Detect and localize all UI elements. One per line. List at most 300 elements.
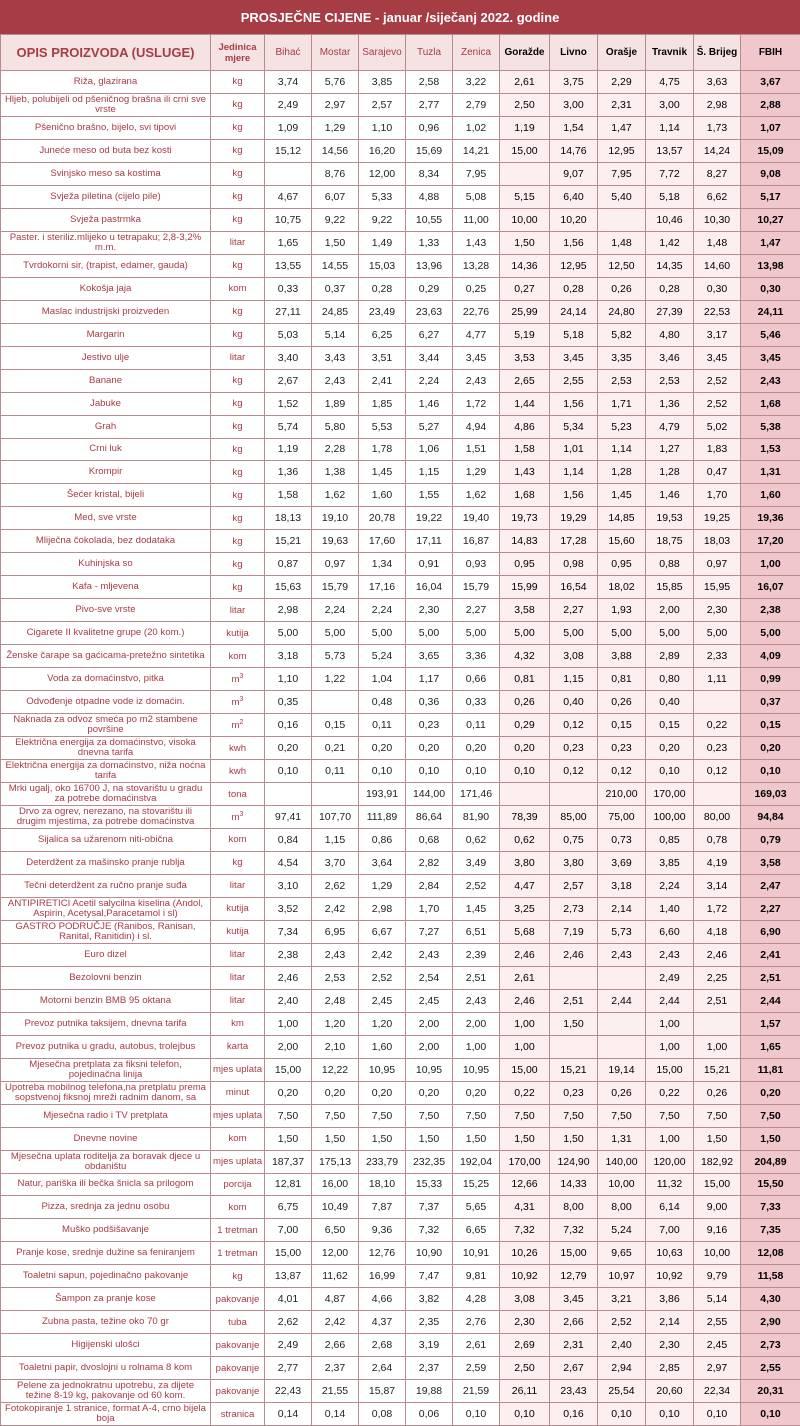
unit-cell	[211, 1403, 265, 1426]
price-cell: 10,91	[453, 1242, 500, 1265]
price-cell: 7,50	[598, 1104, 646, 1127]
price-cell: 0,23	[598, 737, 646, 760]
price-cell: 3,10	[265, 874, 312, 897]
price-cell: 2,10	[312, 1035, 359, 1058]
price-cell: 2,42	[312, 1311, 359, 1334]
price-cell: 3,80	[500, 851, 550, 874]
price-cell: 1,93	[598, 599, 646, 622]
price-cell: 2,54	[406, 966, 453, 989]
price-cell: 3,22	[453, 71, 500, 94]
price-cell: 15,87	[359, 1380, 406, 1403]
product-description: Pelene za jednokratnu upotrebu, za dijete težine 8-19 kg, pakovanje od 60 kom.	[1, 1380, 211, 1403]
price-cell: 10,97	[598, 1265, 646, 1288]
price-cell: 1,38	[312, 461, 359, 484]
price-cell: 0,23	[550, 737, 598, 760]
price-cell: 0,81	[598, 668, 646, 691]
price-cell: 4,87	[312, 1288, 359, 1311]
fbih-price: 0,15	[741, 714, 800, 737]
price-cell: 10,00	[598, 1173, 646, 1196]
header-unit: Jedinica mjere	[211, 35, 265, 71]
price-cell: 0,12	[598, 760, 646, 783]
price-cell: 0,20	[265, 1081, 312, 1104]
price-cell: 2,52	[598, 1311, 646, 1334]
table-row	[1, 1403, 800, 1426]
price-cell: 2,52	[694, 392, 741, 415]
price-cell: 3,70	[312, 851, 359, 874]
price-cell: 2,46	[265, 966, 312, 989]
price-cell: 0,48	[359, 691, 406, 714]
unit-cell	[211, 1196, 265, 1219]
product-description: Med, sve vrste	[1, 507, 211, 530]
fbih-price: 6,90	[741, 920, 800, 943]
table-row	[1, 1334, 800, 1357]
price-cell: 1,56	[550, 231, 598, 254]
unit-label: tona	[228, 789, 247, 800]
price-cell: 15,21	[694, 1058, 741, 1081]
unit-cell	[211, 162, 265, 185]
price-cell: 0,98	[550, 553, 598, 576]
unit-label: stranica	[221, 1409, 255, 1420]
table-row	[1, 369, 800, 392]
fbih-price: 0,10	[741, 760, 800, 783]
product-description: Prevoz putnika taksijem, dnevna tarifa	[1, 1012, 211, 1035]
price-cell: 1,00	[646, 1127, 694, 1150]
price-cell: 5,15	[500, 185, 550, 208]
unit-exponent: 3	[240, 811, 244, 818]
price-cell: 9,00	[694, 1196, 741, 1219]
price-cell: 2,37	[312, 1357, 359, 1380]
price-cell: 1,71	[598, 392, 646, 415]
fbih-price: 1,65	[741, 1035, 800, 1058]
price-cell: 1,20	[359, 1012, 406, 1035]
price-cell: 15,25	[453, 1173, 500, 1196]
unit-cell	[211, 645, 265, 668]
unit-label: kg	[232, 214, 242, 225]
unit-cell	[211, 346, 265, 369]
price-cell: 2,35	[406, 1311, 453, 1334]
price-cell: 5,00	[646, 622, 694, 645]
fbih-price: 11,58	[741, 1265, 800, 1288]
table-row	[1, 185, 800, 208]
product-description: Toaletni papir, dvoslojni u rolnama 8 kom	[1, 1357, 211, 1380]
fbih-price: 2,55	[741, 1357, 800, 1380]
price-cell: 8,76	[312, 162, 359, 185]
price-cell: 14,24	[694, 139, 741, 162]
price-cell: 1,50	[500, 1127, 550, 1150]
unit-label: m	[232, 674, 240, 685]
price-cell: 2,30	[694, 599, 741, 622]
price-cell: 3,80	[550, 851, 598, 874]
table-row	[1, 1242, 800, 1265]
fbih-price: 0,10	[741, 1403, 800, 1426]
price-cell: 1,56	[550, 484, 598, 507]
price-cell: 0,27	[500, 277, 550, 300]
price-cell: 5,73	[312, 645, 359, 668]
price-cell: 0,86	[359, 828, 406, 851]
unit-cell	[211, 828, 265, 851]
price-cell: 10,55	[406, 208, 453, 231]
price-cell: 2,53	[646, 369, 694, 392]
header-city: Tuzla	[406, 35, 453, 71]
price-cell: 9,36	[359, 1219, 406, 1242]
price-cell: 2,42	[359, 943, 406, 966]
fbih-price: 2,41	[741, 943, 800, 966]
price-cell: 19,63	[312, 530, 359, 553]
price-cell: 2,38	[265, 943, 312, 966]
table-row	[1, 1058, 800, 1081]
product-description: Mliječna čokolada, bez dodataka	[1, 530, 211, 553]
product-description: Upotreba mobilnog telefona,na pretplatu prema sopstvenoj fiksnoj mreži radnim danom, sa	[1, 1081, 211, 1104]
price-cell: 0,78	[694, 828, 741, 851]
price-cell: 111,89	[359, 806, 406, 829]
price-cell: 14,76	[550, 139, 598, 162]
price-cell: 0,62	[453, 828, 500, 851]
price-cell: 10,95	[359, 1058, 406, 1081]
unit-cell	[211, 116, 265, 139]
unit-cell	[211, 530, 265, 553]
price-cell: 2,30	[406, 599, 453, 622]
unit-cell	[211, 1311, 265, 1334]
price-cell: 86,64	[406, 806, 453, 829]
price-cell: 6,60	[646, 920, 694, 943]
price-cell	[550, 1035, 598, 1058]
unit-label: litar	[230, 605, 245, 616]
price-cell: 1,50	[312, 231, 359, 254]
table-row	[1, 737, 800, 760]
unit-exponent: 2	[240, 719, 244, 726]
price-cell: 10,30	[694, 208, 741, 231]
unit-label: kg	[232, 1271, 242, 1282]
price-cell: 16,04	[406, 576, 453, 599]
price-cell: 9,22	[359, 208, 406, 231]
price-cell: 2,27	[550, 599, 598, 622]
table-row	[1, 71, 800, 94]
price-cell: 6,50	[312, 1219, 359, 1242]
price-cell: 2,51	[453, 966, 500, 989]
price-cell	[694, 1012, 741, 1035]
price-cell: 15,60	[598, 530, 646, 553]
unit-label: litar	[230, 995, 245, 1006]
unit-cell	[211, 1173, 265, 1196]
price-cell: 1,50	[550, 1127, 598, 1150]
unit-cell	[211, 369, 265, 392]
price-cell: 15,33	[406, 1173, 453, 1196]
price-cell: 7,00	[646, 1219, 694, 1242]
price-cell: 16,20	[359, 139, 406, 162]
unit-label: kg	[232, 398, 242, 409]
fbih-price: 5,17	[741, 185, 800, 208]
unit-label: kg	[232, 191, 242, 202]
price-cell: 2,29	[598, 71, 646, 94]
price-cell: 1,43	[500, 461, 550, 484]
unit-cell	[211, 1035, 265, 1058]
price-cell: 170,00	[646, 783, 694, 806]
product-description: Kokošja jaja	[1, 277, 211, 300]
price-cell: 5,00	[694, 622, 741, 645]
price-cell: 6,40	[550, 185, 598, 208]
price-cell: 0,95	[598, 553, 646, 576]
price-cell: 15,00	[500, 139, 550, 162]
price-cell: 2,62	[265, 1311, 312, 1334]
price-cell: 100,00	[646, 806, 694, 829]
fbih-price: 2,38	[741, 599, 800, 622]
price-cell: 2,76	[453, 1311, 500, 1334]
price-cell: 0,10	[359, 760, 406, 783]
price-cell: 120,00	[646, 1150, 694, 1173]
unit-label: km	[231, 1018, 244, 1029]
unit-cell	[211, 277, 265, 300]
price-cell: 3,14	[694, 874, 741, 897]
price-cell: 17,11	[406, 530, 453, 553]
price-cell: 0,10	[646, 1403, 694, 1426]
price-cell: 5,76	[312, 71, 359, 94]
price-cell: 2,14	[646, 1311, 694, 1334]
price-cell: 15,85	[646, 576, 694, 599]
price-cell: 1,52	[265, 392, 312, 415]
fbih-price: 3,58	[741, 851, 800, 874]
price-cell: 3,18	[598, 874, 646, 897]
unit-exponent: 3	[240, 673, 244, 680]
price-cell: 9,81	[453, 1265, 500, 1288]
price-cell: 12,00	[312, 1242, 359, 1265]
unit-cell	[211, 897, 265, 920]
product-description: Ženske čarape sa gaćicama-pretežno sintetika	[1, 645, 211, 668]
product-description: Pizza, srednja za jednu osobu	[1, 1196, 211, 1219]
price-cell: 2,50	[500, 1357, 550, 1380]
unit-label: porcija	[223, 1179, 251, 1190]
price-cell: 3,36	[453, 645, 500, 668]
price-cell: 18,02	[598, 576, 646, 599]
price-cell: 3,58	[500, 599, 550, 622]
unit-cell	[211, 737, 265, 760]
price-cell: 175,13	[312, 1150, 359, 1173]
price-cell: 1,51	[453, 438, 500, 461]
price-cell: 12,50	[598, 254, 646, 277]
table-row	[1, 300, 800, 323]
price-cell: 12,22	[312, 1058, 359, 1081]
fbih-price: 10,27	[741, 208, 800, 231]
unit-label: kg	[232, 375, 242, 386]
product-description: Bezolovni benzin	[1, 966, 211, 989]
price-cell: 2,42	[312, 897, 359, 920]
unit-label: kom	[228, 1202, 246, 1213]
price-cell: 1,40	[646, 897, 694, 920]
unit-label: kutija	[226, 628, 248, 639]
price-cell: 3,86	[646, 1288, 694, 1311]
price-cell: 1,14	[598, 438, 646, 461]
product-description: Fotokopiranje 1 stranice, format A-4, crno bijela boja	[1, 1403, 211, 1426]
price-cell: 0,12	[550, 760, 598, 783]
price-cell: 1,58	[500, 438, 550, 461]
price-cell: 2,94	[598, 1357, 646, 1380]
price-cell: 24,14	[550, 300, 598, 323]
unit-label: kg	[232, 513, 242, 524]
price-cell: 2,53	[598, 369, 646, 392]
price-cell: 0,80	[646, 668, 694, 691]
price-cell: 19,25	[694, 507, 741, 530]
price-cell: 2,52	[359, 966, 406, 989]
unit-label: mjes uplata	[213, 1110, 262, 1121]
price-cell: 140,00	[598, 1150, 646, 1173]
product-description: Svinjsko meso sa kostima	[1, 162, 211, 185]
fbih-price: 1,07	[741, 116, 800, 139]
price-cell: 1,47	[598, 116, 646, 139]
price-cell: 1,10	[265, 668, 312, 691]
price-cell: 1,72	[453, 392, 500, 415]
unit-label: kwh	[229, 743, 246, 754]
price-cell: 1,01	[550, 438, 598, 461]
price-cell: 1,50	[359, 1127, 406, 1150]
price-cell: 0,22	[500, 1081, 550, 1104]
fbih-price: 1,68	[741, 392, 800, 415]
price-cell: 2,44	[598, 989, 646, 1012]
table-row	[1, 277, 800, 300]
price-cell: 0,97	[694, 553, 741, 576]
price-cell: 1,33	[406, 231, 453, 254]
price-cell: 2,97	[312, 93, 359, 116]
fbih-price: 11,81	[741, 1058, 800, 1081]
price-cell: 1,85	[359, 392, 406, 415]
price-cell: 5,00	[265, 622, 312, 645]
fbih-price: 9,08	[741, 162, 800, 185]
price-cell: 14,60	[694, 254, 741, 277]
table-row	[1, 461, 800, 484]
fbih-price: 0,30	[741, 277, 800, 300]
price-cell	[694, 691, 741, 714]
price-cell: 0,28	[359, 277, 406, 300]
price-cell: 0,93	[453, 553, 500, 576]
price-cell: 7,95	[598, 162, 646, 185]
unit-cell	[211, 920, 265, 943]
table-row	[1, 231, 800, 254]
fbih-price: 19,36	[741, 507, 800, 530]
price-cell: 1,28	[646, 461, 694, 484]
price-cell: 19,29	[550, 507, 598, 530]
price-cell: 1,50	[406, 1127, 453, 1150]
price-cell: 2,57	[550, 874, 598, 897]
product-description: Svježa piletina (cijelo pile)	[1, 185, 211, 208]
price-cell: 2,55	[694, 1311, 741, 1334]
price-cell: 2,59	[453, 1357, 500, 1380]
price-cell: 5,03	[265, 323, 312, 346]
price-cell: 20,78	[359, 507, 406, 530]
price-cell: 0,10	[453, 760, 500, 783]
unit-label: kg	[232, 536, 242, 547]
price-cell: 0,20	[500, 737, 550, 760]
price-cell: 2,52	[694, 369, 741, 392]
price-cell: 14,55	[312, 254, 359, 277]
price-cell: 10,26	[500, 1242, 550, 1265]
header-city: Bihać	[265, 35, 312, 71]
unit-cell	[211, 989, 265, 1012]
price-cell: 187,37	[265, 1150, 312, 1173]
fbih-price: 94,84	[741, 806, 800, 829]
price-cell: 2,40	[598, 1334, 646, 1357]
fbih-price: 7,33	[741, 1196, 800, 1219]
price-cell: 2,46	[500, 943, 550, 966]
product-description: Odvođenje otpadne vode iz domaćin.	[1, 691, 211, 714]
price-cell: 19,22	[406, 507, 453, 530]
fbih-price: 1,47	[741, 231, 800, 254]
price-cell: 4,67	[265, 185, 312, 208]
price-cell	[265, 162, 312, 185]
price-cell: 7,72	[646, 162, 694, 185]
price-cell: 1,11	[694, 668, 741, 691]
fbih-price: 7,35	[741, 1219, 800, 1242]
price-cell: 23,63	[406, 300, 453, 323]
table-row	[1, 828, 800, 851]
price-cell: 6,95	[312, 920, 359, 943]
price-cell: 1,10	[359, 116, 406, 139]
fbih-price: 2,43	[741, 369, 800, 392]
price-cell: 0,68	[406, 828, 453, 851]
price-cell: 7,27	[406, 920, 453, 943]
unit-cell	[211, 415, 265, 438]
price-cell: 1,50	[550, 1012, 598, 1035]
table-row	[1, 438, 800, 461]
price-cell: 8,00	[550, 1196, 598, 1219]
price-cell: 0,20	[646, 737, 694, 760]
price-cell: 192,04	[453, 1150, 500, 1173]
price-cell: 3,46	[646, 346, 694, 369]
fbih-price: 1,60	[741, 484, 800, 507]
price-cell: 8,34	[406, 162, 453, 185]
price-cell: 9,16	[694, 1219, 741, 1242]
header-city: Š. Brijeg	[694, 35, 741, 71]
table-row	[1, 576, 800, 599]
price-cell: 2,97	[694, 1357, 741, 1380]
table-row	[1, 553, 800, 576]
price-cell: 5,00	[359, 622, 406, 645]
price-cell: 15,00	[265, 1058, 312, 1081]
price-cell: 4,37	[359, 1311, 406, 1334]
header-city: Zenica	[453, 35, 500, 71]
price-cell: 3,88	[598, 645, 646, 668]
product-description: Grah	[1, 415, 211, 438]
price-cell: 3,45	[550, 346, 598, 369]
price-cell: 0,97	[312, 553, 359, 576]
unit-cell	[211, 323, 265, 346]
price-cell: 24,85	[312, 300, 359, 323]
product-description: Juneće meso od buta bez kosti	[1, 139, 211, 162]
table-row	[1, 714, 800, 737]
price-cell: 6,62	[694, 185, 741, 208]
price-cell: 1,22	[312, 668, 359, 691]
price-cell: 10,46	[646, 208, 694, 231]
price-cell: 0,26	[598, 1081, 646, 1104]
product-description: Margarin	[1, 323, 211, 346]
price-cell: 0,47	[694, 461, 741, 484]
price-cell: 144,00	[406, 783, 453, 806]
unit-label: 1 tretman	[217, 1248, 258, 1259]
price-cell: 1,29	[453, 461, 500, 484]
price-cell: 7,50	[550, 1104, 598, 1127]
product-description: Hljeb, polubijeli od pšeničnog brašna ili crni sve vrste	[1, 93, 211, 116]
price-cell: 2,67	[550, 1357, 598, 1380]
product-description: Motorni benzin BMB 95 oktana	[1, 989, 211, 1012]
price-cell: 3,45	[550, 1288, 598, 1311]
price-cell: 1,19	[500, 116, 550, 139]
price-cell: 5,68	[500, 920, 550, 943]
price-cell: 1,70	[694, 484, 741, 507]
unit-cell	[211, 1219, 265, 1242]
product-description: Muško podšišavanje	[1, 1219, 211, 1242]
product-description: GASTRO PODRUČJE (Ranibos, Ranisan, Ranital, Ranitidin) i sl.	[1, 920, 211, 943]
unit-label: m	[232, 812, 240, 823]
price-cell: 1,45	[453, 897, 500, 920]
price-cell: 0,73	[598, 828, 646, 851]
price-cell: 5,24	[598, 1219, 646, 1242]
